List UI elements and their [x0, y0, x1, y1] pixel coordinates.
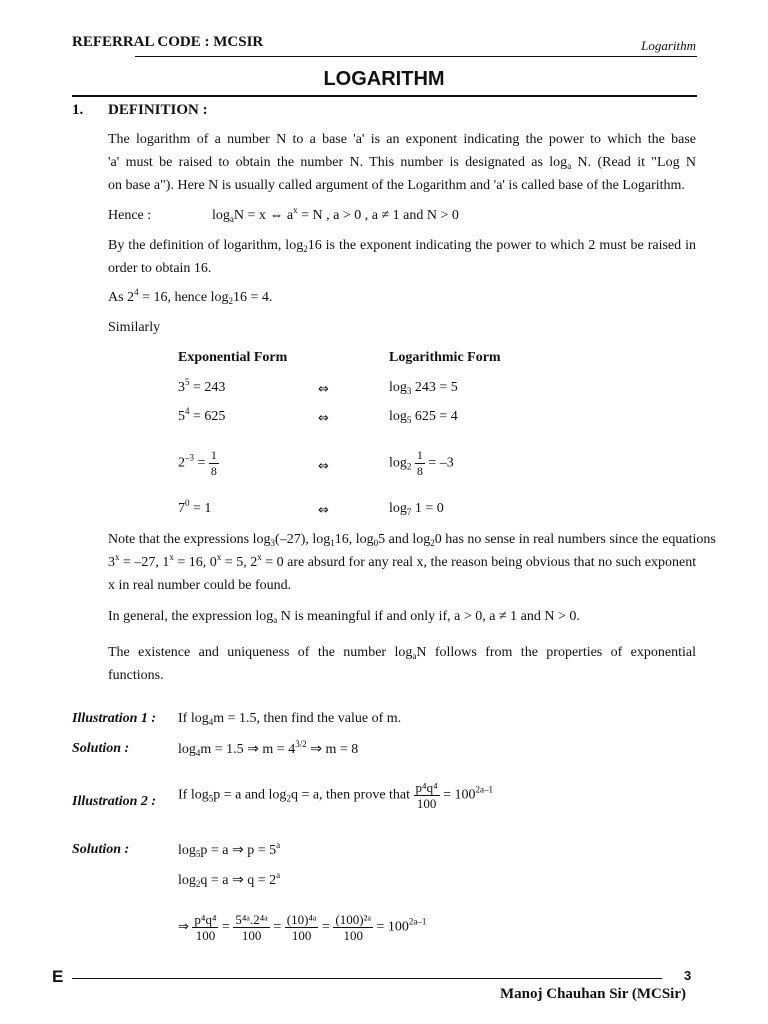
illustration-1-text: [178, 711, 401, 727]
definition-example-paragraph: [108, 234, 696, 280]
numerator: 1: [416, 448, 423, 462]
text: p = a ⇒ p = 5: [200, 843, 277, 858]
superscript: x: [216, 552, 222, 562]
text: As 2: [108, 290, 135, 305]
solution-2-label: Solution :: [72, 842, 130, 857]
denominator: 100: [416, 796, 437, 811]
superscript: x: [169, 552, 174, 562]
subscript: 2: [228, 296, 233, 306]
subscript: 1: [330, 538, 335, 548]
text: log: [178, 742, 196, 757]
footer-author: Manoj Chauhan Sir (MCSir): [500, 986, 686, 1002]
numerator: (10)⁴ᵃ: [286, 912, 317, 927]
subscript: 2: [303, 244, 308, 254]
equivalence-arrow-icon: ⇔: [318, 503, 329, 518]
text: = –3: [424, 455, 454, 471]
text: log: [389, 501, 407, 516]
text: 16 is the exponent indicating the power to which 2 must be raised in: [307, 238, 696, 253]
text: = 243: [189, 380, 226, 395]
text: =: [273, 919, 282, 935]
subscript: a: [229, 214, 234, 224]
fraction: [415, 448, 425, 479]
text: 243 = 5: [411, 380, 458, 395]
numerator: p⁴q⁴: [415, 780, 438, 795]
text: log: [389, 380, 407, 395]
text: ⇒ m = 8: [306, 742, 359, 757]
superscript: –3: [185, 452, 194, 463]
superscript: 4: [134, 287, 139, 297]
text: 'a' must be raised to obtain the number N. This number is designated as log: [108, 155, 568, 170]
note-line-1: [108, 528, 716, 551]
subscript: 0: [373, 538, 379, 548]
log-form-row-3: [389, 448, 454, 479]
superscript: 2a–1: [408, 916, 427, 927]
hence-formula: [212, 205, 459, 224]
numerator: p⁴q⁴: [194, 912, 217, 927]
fraction: [209, 448, 219, 479]
equivalence-arrow-icon: ⇔: [318, 411, 329, 426]
as-statement: [108, 287, 273, 306]
superscript: 0: [185, 498, 190, 508]
section-heading: DEFINITION :: [108, 102, 208, 118]
hence-label: Hence :: [108, 208, 152, 223]
text: = 16, 0: [173, 555, 217, 570]
existence-line-1: [108, 641, 696, 664]
text: By the definition of logarithm, log: [108, 238, 304, 253]
title-rule: [72, 95, 697, 97]
superscript: 2a–1: [475, 784, 494, 795]
equivalence-arrow-icon: ⇔: [318, 382, 329, 397]
text: 5 and log: [378, 532, 431, 547]
solution-2-line-2: [178, 872, 280, 889]
definition-line-2: [108, 151, 696, 174]
subscript: 5: [208, 793, 214, 804]
superscript: x: [257, 552, 262, 562]
text: 625 = 4: [411, 409, 458, 424]
page-title: LOGARITHM: [323, 68, 445, 90]
subscript: 4: [208, 717, 214, 727]
definition-line-3: on base a"). Here N is usually called argument of the Logarithm and 'a' is called base of the Logarithm.: [108, 178, 685, 193]
fraction: [333, 912, 373, 943]
solution-2-chain: [178, 912, 426, 943]
text: q = a, then prove that: [290, 787, 411, 803]
text: =: [194, 455, 209, 471]
text: log: [389, 455, 407, 471]
subscript: 2: [406, 461, 412, 472]
text: log: [389, 409, 407, 424]
illustration-1-label: Illustration 1 :: [72, 711, 157, 726]
text: p = a and log: [213, 787, 287, 803]
superscript: 3/2: [295, 739, 307, 749]
text: m = 1.5, then find the value of m.: [213, 711, 402, 726]
text: = 625: [189, 409, 226, 424]
referral-code: REFERRAL CODE : MCSIR: [72, 34, 264, 50]
equivalence-arrow-icon: ⇔: [318, 459, 329, 474]
subscript: 2: [195, 879, 201, 889]
text: 3: [178, 380, 185, 395]
text: 5: [178, 409, 185, 424]
text: N follows from the properties of exponential: [416, 645, 696, 660]
similarly-label: Similarly: [108, 320, 161, 335]
log-form-row-4: [389, 501, 444, 517]
text: (–27), log: [275, 532, 331, 547]
illustration-2-label: Illustration 2 :: [72, 794, 157, 809]
exponential-form-header: Exponential Form: [178, 350, 288, 365]
text: = 1: [189, 501, 212, 516]
text: 3: [108, 555, 115, 570]
log-form-row-1: [389, 380, 458, 396]
text: The existence and uniqueness of the number log: [108, 645, 413, 660]
note-line-2: [108, 551, 696, 574]
existence-paragraph: [108, 641, 696, 687]
footer-letter: E: [52, 967, 64, 986]
text: = 100: [439, 787, 476, 803]
superscript: 5: [185, 377, 190, 387]
text: If log: [178, 711, 209, 726]
text: 16 = 4.: [233, 290, 273, 305]
subscript: 7: [406, 507, 412, 517]
exp-form-row-4: [178, 498, 212, 517]
fraction: [285, 912, 319, 943]
general-statement: [108, 609, 580, 625]
superscript: x: [293, 205, 298, 215]
superscript: x: [115, 552, 120, 562]
existence-line-2: functions.: [108, 668, 164, 683]
subscript: a: [412, 651, 417, 661]
example-line-2: order to obtain 16.: [108, 261, 212, 276]
text: = –27, 1: [119, 555, 170, 570]
section-number: 1.: [72, 102, 84, 118]
text: =: [221, 919, 230, 935]
text: N. (Read it "Log N: [571, 155, 696, 170]
exp-form-row-3: [178, 448, 219, 479]
exp-form-row-2: [178, 406, 226, 425]
note-line-3: x in real number could be found.: [108, 578, 292, 593]
solution-1-label: Solution :: [72, 741, 130, 756]
superscript: a: [276, 870, 281, 880]
numerator: 1: [210, 448, 217, 462]
text: 16, log: [334, 532, 374, 547]
text: =: [321, 919, 330, 935]
fraction: [414, 780, 440, 811]
note-paragraph: [108, 528, 716, 597]
denominator: 100: [343, 928, 363, 943]
text: N is meaningful if and only if, a > 0, a ≠ 1 and N > 0.: [277, 609, 580, 624]
text: 0 has no sense in real numbers since the equations: [434, 532, 716, 547]
subscript: a: [567, 161, 572, 171]
logarithmic-form-header: Logarithmic Form: [389, 350, 501, 365]
footer-rule: [72, 978, 662, 979]
text: Note that the expressions log: [108, 532, 271, 547]
solution-1-text: [178, 741, 358, 758]
text: log: [178, 873, 196, 888]
denominator: 8: [210, 464, 217, 478]
text: = N , a > 0 , a ≠ 1 and N > 0: [297, 208, 459, 223]
example-line-1: [108, 234, 696, 257]
numerator: (100)²ᵃ: [335, 912, 372, 927]
implies-arrow-icon: ⇒: [178, 919, 189, 935]
text: In general, the expression log: [108, 609, 274, 624]
text: log: [178, 843, 196, 858]
superscript: 4: [185, 406, 190, 416]
text: 7: [178, 501, 185, 516]
subscript: 3: [406, 386, 412, 396]
text: = 0 are absurd for any real x, the reason being obvious that no such exponent: [261, 555, 697, 570]
subscript: a: [273, 615, 278, 625]
denominator: 100: [291, 928, 312, 943]
log-form-row-2: [389, 409, 458, 425]
page-number: 3: [684, 968, 692, 983]
subscript: 4: [195, 748, 201, 758]
denominator: 100: [195, 928, 216, 943]
fraction: [233, 912, 269, 943]
superscript: a: [276, 840, 281, 850]
text: m = 1.5 ⇒ m = 4: [200, 742, 296, 757]
illustration-2-text: [178, 780, 493, 811]
text: = 5, 2: [221, 555, 258, 570]
text: If log: [178, 787, 209, 803]
subscript: 3: [270, 538, 276, 548]
text: = 100: [373, 919, 409, 935]
denominator: 8: [416, 464, 423, 478]
subscript: 5: [195, 849, 201, 859]
definition-line-1: The logarithm of a number N to a base 'a' is an exponent indicating the power to which the base: [108, 132, 696, 147]
text: 2: [178, 455, 185, 471]
text: log: [212, 208, 230, 223]
subscript: 2: [286, 793, 291, 804]
denominator: 100: [241, 928, 262, 943]
subscript: 5: [406, 415, 412, 425]
text: q = a ⇒ q = 2: [200, 873, 277, 888]
subscript: 2: [430, 538, 435, 548]
fraction: [192, 912, 218, 943]
numerator: 5⁴ᵃ.2⁴ᵃ: [235, 912, 268, 927]
text: 1 = 0: [411, 501, 444, 516]
definition-paragraph: [108, 128, 696, 197]
solution-2-line-1: [178, 842, 280, 859]
exp-form-row-1: [178, 377, 226, 396]
header-rule: [135, 56, 697, 57]
running-header-topic: Logarithm: [641, 38, 696, 53]
text: = 16, hence log: [138, 290, 229, 305]
text: N = x ⇔ a: [233, 208, 294, 223]
